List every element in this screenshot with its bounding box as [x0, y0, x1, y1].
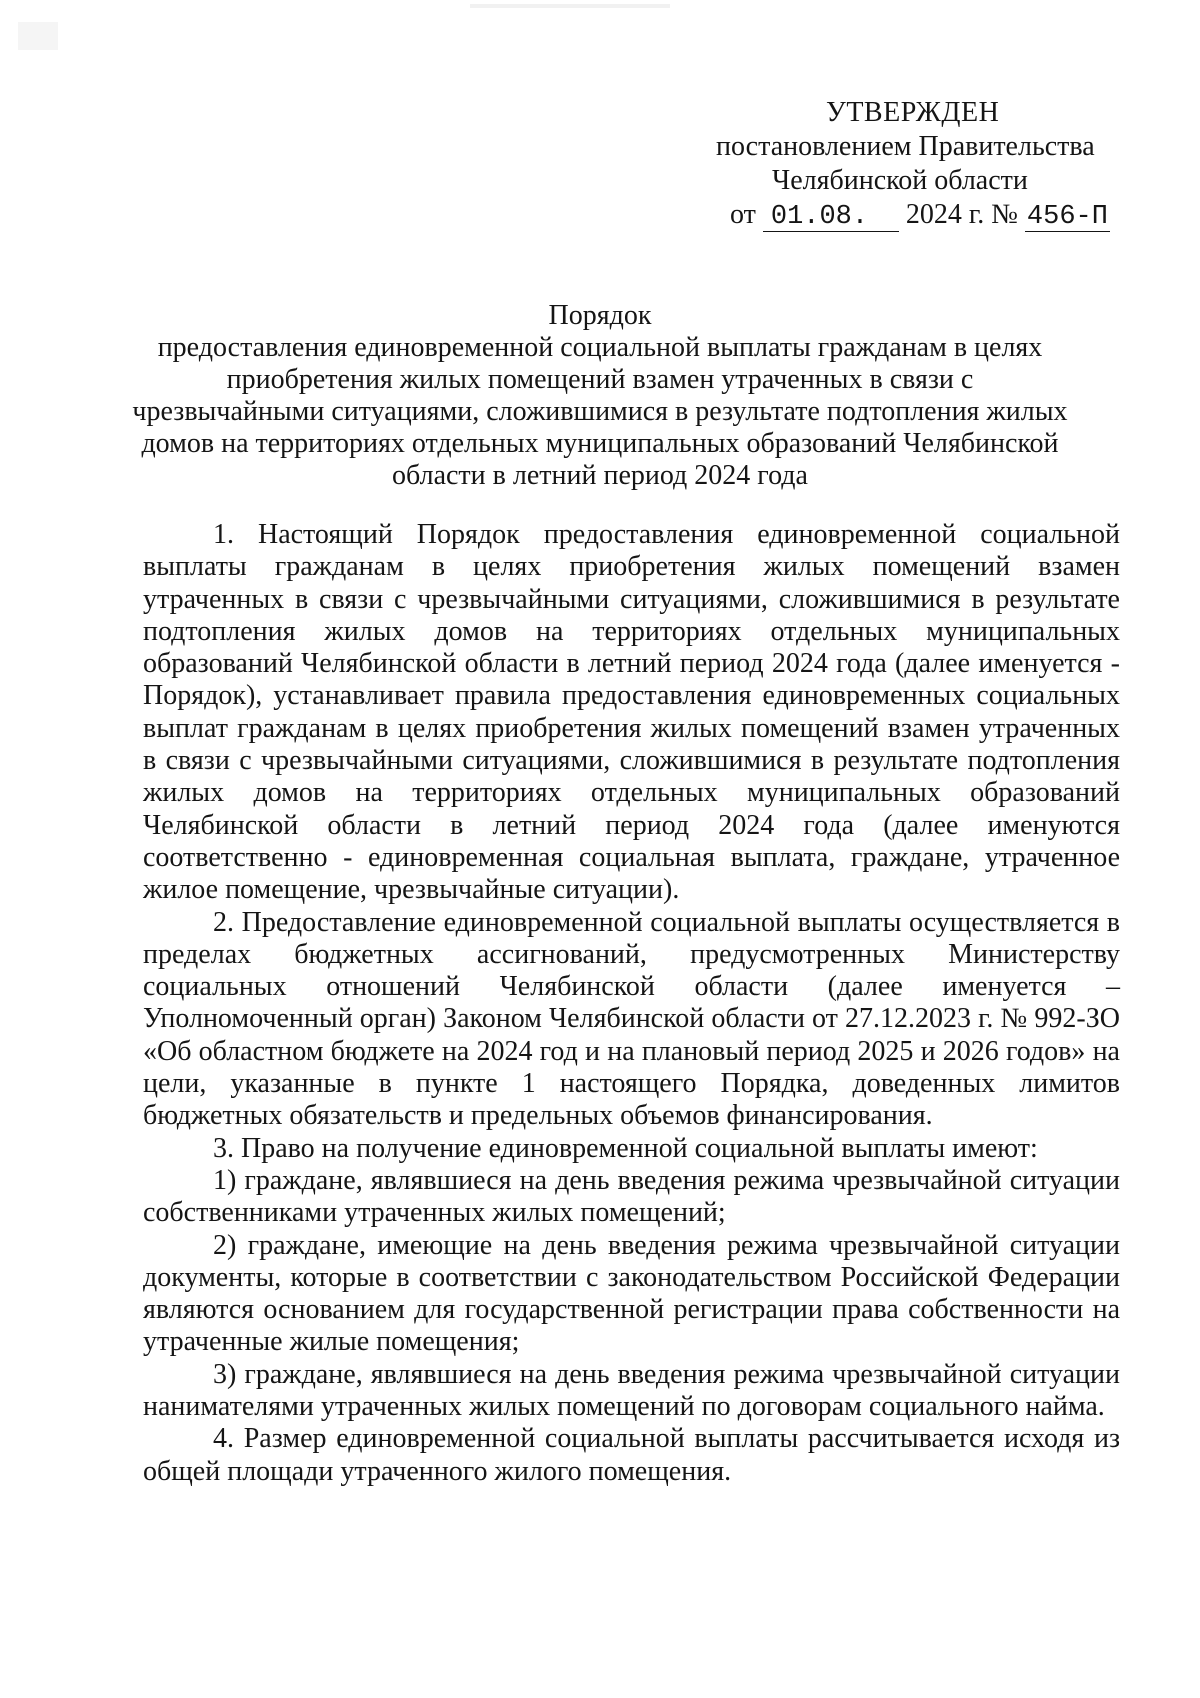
approval-date-line — [730, 198, 1110, 232]
scan-artifact — [18, 22, 58, 50]
paragraph-2: 2. Предоставление единовременной социальной выплаты осуществляется в пределах бюджетных ассигнований, предусмотренных Министерству социальных отношений Челябинской области (далее именуется – Уполномоченный орган) Законом Челябинской области от 27.12.2023 г. № 992-ЗО «Об областном бюджете на 2024 год и на плановый период 2025 и 2026 годов» на цели, указанные в пункте 1 настоящего Порядка, доведенных лимитов бюджетных обязательств и предельных объемов финансирования. — [143, 906, 1120, 1132]
approval-resolution: постановлением Правительства — [716, 131, 1095, 162]
title-heading: Порядок — [548, 300, 652, 331]
paragraph-3-2: 2) граждане, имеющие на день введения режима чрезвычайной ситуации документы, которые в соответствии с законодательством Российской Федерации являются основанием для государственной регистрации права собственности на утраченные жилые помещения; — [143, 1229, 1120, 1358]
approved-heading: УТВЕРЖДЕН — [826, 97, 1000, 128]
paragraph-4: 4. Размер единовременной социальной выплаты рассчитывается исходя из общей площади утраченного жилого помещения. — [143, 1423, 1120, 1487]
title-subtitle: предоставления единовременной социальной выплаты гражданам в целях приобретения жилых помещений взамен утраченных в связи с чрезвычайными ситуациями, сложившимися в результате подтопления жилых домов на территориях отдельных муниципальных образований Челябинской области в летний период 2024 года — [132, 332, 1068, 491]
approval-number-field: 456-П — [1026, 202, 1108, 232]
document-title — [130, 300, 1070, 492]
paragraph-3-1: 1) граждане, являвшиеся на день введения режима чрезвычайной ситуации собственниками утраченных жилых помещений; — [143, 1164, 1120, 1229]
from-label: от — [730, 199, 756, 230]
paragraph-1: 1. Настоящий Порядок предоставления единовременной социальной выплаты гражданам в целях приобретения жилых помещений взамен утраченных в связи с чрезвычайными ситуациями, сложившимися в результате подтопления жилых домов на территориях отдельных муниципальных образований Челябинской области в летний период 2024 года (далее именуется - Порядок), устанавливает правила предоставления единовременных социальных выплат гражданам в целях приобретения жилых помещений взамен утраченных в связи с чрезвычайными ситуациями, сложившимися в результате подтопления жилых домов на территориях отдельных муниципальных образований Челябинской области в летний период 2024 года (далее именуются соответственно - единовременная социальная выплата, граждане, утраченное жилое помещение, чрезвычайные ситуации). — [143, 519, 1120, 906]
approval-region: Челябинской области — [772, 165, 1028, 196]
paragraph-3-3: 3) граждане, являвшиеся на день введения режима чрезвычайной ситуации нанимателями утраченных жилых помещений по договорам социального найма. — [143, 1358, 1120, 1423]
scan-artifact — [470, 4, 670, 8]
document-body — [143, 519, 1120, 1488]
approval-year: 2024 г. № — [905, 199, 1018, 230]
approval-date-field: 01.08. — [763, 203, 899, 232]
approval-block — [690, 96, 1110, 232]
paragraph-3: 3. Право на получение единовременной социальной выплаты имеют: — [213, 1132, 1038, 1164]
